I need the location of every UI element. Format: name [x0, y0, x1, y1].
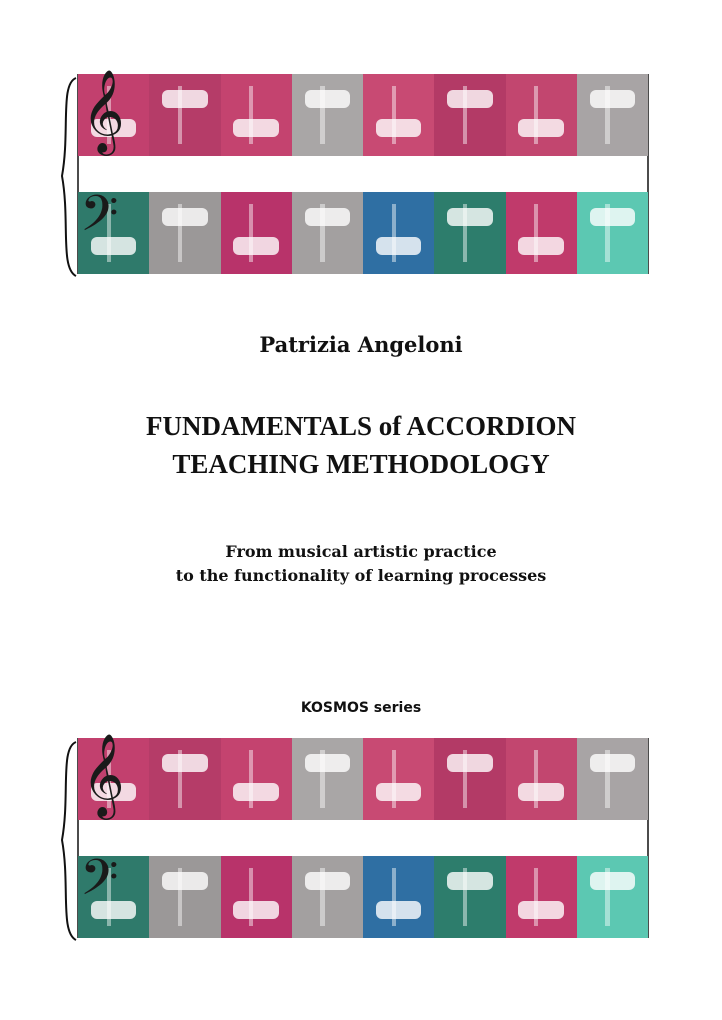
painted-tile [577, 856, 648, 938]
painted-tile [149, 74, 220, 156]
treble-clef-icon: 𝄞 [82, 732, 125, 816]
painted-tile [577, 74, 648, 156]
bass-painted-row [78, 185, 648, 274]
painted-tile [221, 738, 292, 820]
painted-tile [506, 74, 577, 156]
painted-tile [506, 856, 577, 938]
staff-artwork-top [58, 68, 650, 282]
treble-painted-row [78, 68, 648, 156]
painted-tile [363, 192, 434, 274]
subtitle-line-2: to the functionality of learning processes [175, 566, 547, 585]
painted-tile [221, 192, 292, 274]
painted-tile [434, 856, 505, 938]
painted-tile [577, 738, 648, 820]
painted-tile [434, 74, 505, 156]
bass-clef-icon: 𝄢 [80, 849, 119, 919]
treble-painted-row [78, 732, 648, 820]
painted-tile [434, 192, 505, 274]
painted-tile [292, 74, 363, 156]
painted-tile [221, 856, 292, 938]
painted-tile [434, 738, 505, 820]
staff-artwork-bottom [58, 732, 650, 946]
painted-tile [149, 856, 220, 938]
painted-tile [292, 856, 363, 938]
title-line-2: TEACHING METHODOLOGY [172, 449, 550, 479]
painted-tile [292, 738, 363, 820]
painted-tile [292, 192, 363, 274]
painted-tile [149, 192, 220, 274]
bass-clef-icon: 𝄢 [80, 185, 119, 255]
painted-tile [506, 738, 577, 820]
title-line-1: FUNDAMENTALS of ACCORDION [145, 411, 576, 441]
painted-tile [506, 192, 577, 274]
series-name: KOSMOS series [300, 700, 422, 716]
painted-tile [363, 74, 434, 156]
author-name: Patrizia Angeloni [259, 332, 463, 357]
painted-tile [363, 856, 434, 938]
treble-clef-icon: 𝄞 [82, 68, 125, 152]
subtitle-line-1: From musical artistic practice [225, 542, 497, 561]
book-subtitle [0, 540, 722, 588]
painted-tile [577, 192, 648, 274]
painted-tile [363, 738, 434, 820]
book-title [0, 407, 722, 483]
painted-tile [149, 738, 220, 820]
bass-painted-row [78, 849, 648, 938]
painted-tile [221, 74, 292, 156]
